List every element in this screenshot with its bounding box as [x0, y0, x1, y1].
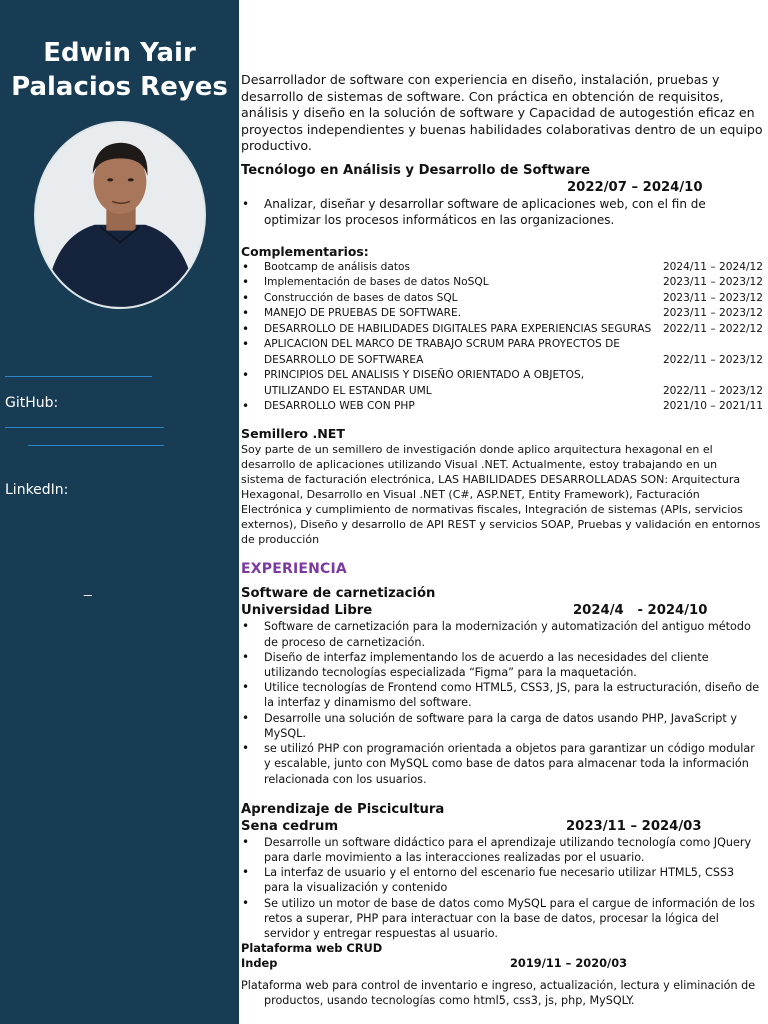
- education-bullet: • Analizar, diseñar y desarrollar software de aplicaciones web, con el fin de optimizar los procesos informáticos en las organizaciones.: [241, 196, 763, 229]
- course-dates: 2023/11 – 2023/12: [662, 291, 763, 304]
- course-dates: 2024/11 – 2024/12: [662, 260, 763, 273]
- list-item: • Desarrolle una solución de software para la carga de datos usando PHP, JavaScript y MySQL.: [241, 711, 763, 741]
- course-dates: 2023/11 – 2023/12: [662, 276, 763, 289]
- github-link-underline-2[interactable]: [28, 445, 164, 446]
- list-item: [241, 306, 763, 322]
- job-org: Sena cedrum: [241, 818, 339, 834]
- job-org-row: [241, 602, 763, 619]
- education-bullets: [241, 196, 763, 229]
- list-item: [241, 275, 763, 291]
- link-underline: [5, 376, 152, 377]
- job-title: Aprendizaje de Piscicultura: [241, 801, 445, 817]
- name-line-1: Edwin Yair: [43, 38, 196, 68]
- crud-text-line-2: productos, usando tecnologías como html5, css3, js, php, MySQLY.: [264, 994, 635, 1008]
- profile-photo-illustration: [36, 123, 204, 307]
- list-item: [241, 368, 763, 399]
- crud-org-row: [241, 956, 763, 971]
- sidebar: [0, 0, 239, 1024]
- list-item: [241, 337, 763, 368]
- list-item: • se utilizó PHP con programación orientada a objetos para garantizar un código modular y escalable, junto con MySQL como base de datos para almacenar toda la información relacionada con los usuarios.: [241, 741, 763, 787]
- course-name: • DESARROLLO WEB CON PHP: [264, 400, 415, 413]
- course-name: • PRINCIPIOS DEL ANALISIS Y DISEÑO ORIENTADO A OBJETOS, UTILIZANDO EL ESTANDAR UML: [264, 369, 585, 397]
- github-label: GitHub:: [5, 395, 59, 411]
- profile-summary: Desarrollador de software con experiencia en diseño, instalación, pruebas y desarrollo de sistemas de software. Con práctica en obtención de requisitos, análisis y diseño en la solución de software y Capacidad de autogestión eficaz en proyectos independientes y buenas habilidades colaborativas dentro de un equipo productivo.: [241, 72, 763, 154]
- course-name: • Bootcamp de análisis datos: [264, 260, 411, 273]
- list-item: • Se utilizo un motor de base de datos como MySQL para el cargue de información de los retos a superar, PHP para interactuar con la base de datos, procesar la lógica del servidor y entregar respuestas al usuario.: [241, 896, 763, 942]
- experience-heading: EXPERIENCIA: [241, 560, 347, 577]
- crud-org: Indep: [241, 956, 278, 971]
- course-name: • Construcción de bases de datos SQL: [264, 291, 458, 304]
- course-name: • MANEJO DE PRUEBAS DE SOFTWARE.: [264, 307, 462, 320]
- job-org: Universidad Libre: [241, 603, 373, 619]
- job-bullets: [241, 619, 763, 786]
- list-item: • Software de carnetización para la modernización y automatización del antiguo método de proceso de carnetización.: [241, 619, 763, 649]
- job-title: Software de carnetización: [241, 586, 436, 602]
- semillero-text: Soy parte de un semillero de investigación donde aplico arquitectura hexagonal en el desarrollo de aplicaciones utilizando Visual .NET. Actualmente, estoy trabajando en un sistema de facturación electrónica, LAS HABILIDADES DESARROLLADAS SON: Arquitectura Hexagonal, Desarrollo en Visual .NET (C#, ASP.NET, Entity Framework), Facturación Electrónica y cumplimiento de normativas fiscales, Integración de sistemas (APIs, servicios externos), Diseño y desarrollo de API REST y servicios SOAP, Pruebas y validación en entornos de producción: [241, 442, 761, 546]
- course-dates: 2023/11 – 2023/12: [662, 307, 763, 320]
- list-item: [241, 399, 763, 415]
- course-name: • Implementación de bases de datos NoSQL: [264, 276, 489, 289]
- job-bullets: [241, 835, 763, 941]
- crud-title: Plataforma web CRUD: [241, 941, 383, 956]
- course-dates: 2022/11 – 2022/12: [662, 322, 763, 335]
- linkedin-label: LinkedIn:: [5, 482, 69, 498]
- complementary-title: Complementarios:: [241, 243, 369, 259]
- candidate-name: [0, 36, 239, 104]
- course-dates: 2022/11 – 2023/12: [662, 353, 763, 366]
- course-name: • DESARROLLO DE HABILIDADES DIGITALES PARA EXPERIENCIAS SEGURAS: [264, 322, 652, 335]
- education-dates: 2022/07 – 2024/10: [567, 179, 703, 195]
- complementary-list: [241, 260, 763, 415]
- course-dates: 2021/10 – 2021/11: [662, 400, 763, 413]
- list-item: [241, 322, 763, 338]
- profile-photo: [34, 121, 206, 309]
- crud-text-line-1: Plataforma web para control de inventario e ingreso, actualización, lectura y eliminación de: [241, 979, 756, 993]
- sidebar-dash: _: [84, 580, 92, 596]
- job-org-row: [241, 818, 763, 835]
- job-dates: 2024/4 - 2024/10: [573, 603, 708, 619]
- github-link-underline[interactable]: [5, 427, 164, 428]
- list-item: • Diseño de interfaz implementando los de acuerdo a las necesidades del cliente utilizando tecnologías especializada “Figma” para la maquetación.: [241, 650, 763, 680]
- course-dates: 2022/11 – 2023/12: [662, 384, 763, 397]
- list-item: • Desarrolle un software didáctico para el aprendizaje utilizando tecnología como JQuery para darle movimiento a las interacciones realizadas por el usuario.: [241, 835, 763, 865]
- name-line-2: Palacios Reyes: [11, 72, 228, 102]
- list-item: • La interfaz de usuario y el entorno del escenario fue necesario utilizar HTML5, CSS3 para la visualización y contenido: [241, 865, 763, 895]
- list-item: • Utilice tecnologías de Frontend como HTML5, CSS3, JS, para la estructuración, diseño de la interfaz y dinamismo del software.: [241, 680, 763, 710]
- education-title: Tecnólogo en Análisis y Desarrollo de Software: [241, 162, 591, 178]
- list-item: [241, 291, 763, 307]
- crud-dates: 2019/11 – 2020/03: [510, 956, 628, 971]
- course-name: • APLICACION DEL MARCO DE TRABAJO SCRUM PARA PROYECTOS DE DESARROLLO DE SOFTWAREA: [264, 338, 620, 366]
- list-item: [241, 260, 763, 276]
- job-dates: 2023/11 – 2024/03: [566, 818, 702, 834]
- semillero-title: Semillero .NET: [241, 425, 345, 441]
- main-content: [241, 72, 763, 1009]
